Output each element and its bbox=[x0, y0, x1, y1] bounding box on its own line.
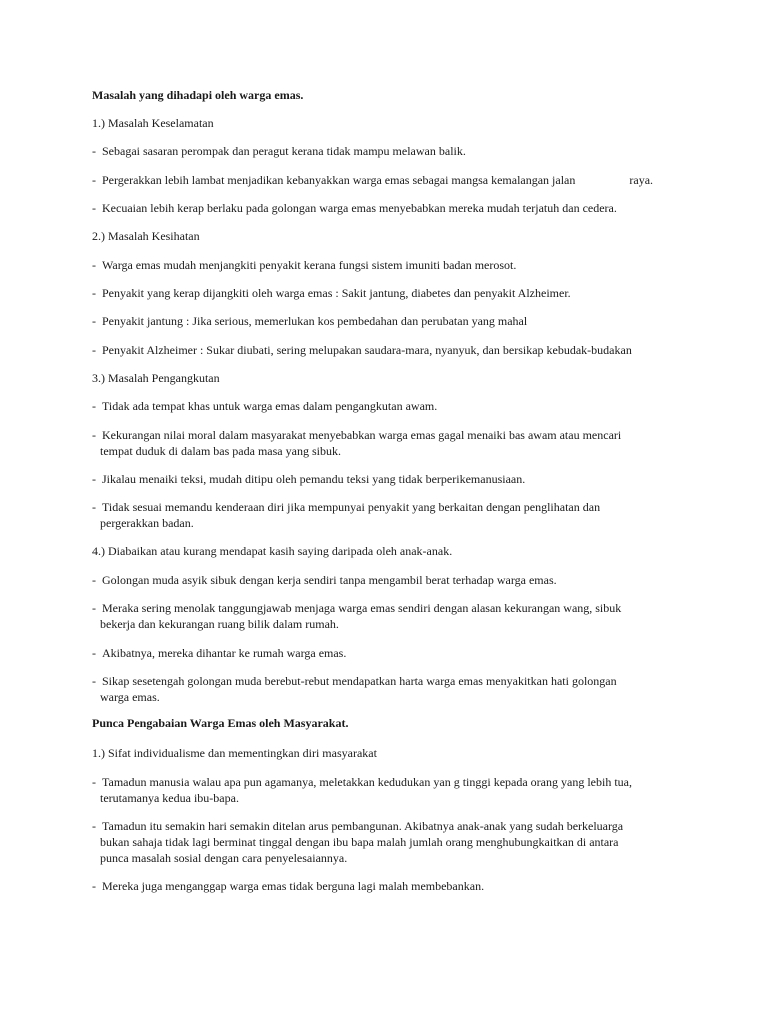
list-item-text: Akibatnya, mereka dihantar ke rumah warga emas. bbox=[102, 646, 347, 660]
list-item-text: Penyakit yang kerap dijangkiti oleh warga emas : Sakit jantung, diabetes dan penyakit Alzheimer. bbox=[102, 286, 571, 300]
list-item-text-cont: punca masalah sosial dengan cara penyelesaiannya. bbox=[100, 851, 348, 865]
list-item bbox=[92, 572, 557, 588]
list-item-text: Penyakit Alzheimer : Sukar diubati, sering melupakan saudara-mara, nyanyuk, dan bersikap kebudak-budakan bbox=[102, 343, 632, 357]
list-item bbox=[92, 499, 600, 531]
bullet-dash: - bbox=[92, 879, 96, 893]
list-item-text: Kecuaian lebih kerap berlaku pada golongan warga emas menyebabkan mereka mudah terjatuh dan cedera. bbox=[102, 201, 617, 215]
bullet-dash: - bbox=[92, 314, 96, 328]
list-item-text-cont: terutamanya kedua ibu-bapa. bbox=[100, 791, 239, 805]
list-item bbox=[92, 143, 466, 159]
list-item bbox=[92, 878, 484, 894]
bullet-dash: - bbox=[92, 573, 96, 587]
list-item-text: Tamadun itu semakin hari semakin ditelan arus pembangunan. Akibatnya anak-anak yang sudah berkeluarga bbox=[102, 819, 624, 833]
list-item-text-cont: pergerakkan badan. bbox=[100, 516, 194, 530]
list-item-text: Tidak sesuai memandu kenderaan diri jika mempunyai penyakit yang berkaitan dengan penglihatan dan bbox=[102, 500, 601, 514]
section-keselamatan: 1.) Masalah Keselamatan bbox=[92, 116, 214, 130]
list-item bbox=[92, 645, 346, 661]
list-item bbox=[92, 342, 632, 358]
list-item bbox=[92, 200, 617, 216]
list-item bbox=[92, 673, 617, 705]
list-item-text: Pergerakkan lebih lambat menjadikan kebanyakkan warga emas sebagai mangsa kemalangan jalan bbox=[102, 173, 576, 187]
section-individualisme: 1.) Sifat individualisme dan mementingkan diri masyarakat bbox=[92, 746, 377, 760]
list-item-text: Kekurangan nilai moral dalam masyarakat menyebabkan warga emas gagal menaiki bas awam atau mencari bbox=[102, 428, 622, 442]
bullet-dash: - bbox=[92, 258, 96, 272]
list-item bbox=[92, 471, 525, 487]
list-item bbox=[92, 427, 621, 459]
list-item-text-tail: raya. bbox=[629, 173, 654, 187]
heading-punca: Punca Pengabaian Warga Emas oleh Masyarakat. bbox=[92, 716, 349, 730]
bullet-dash: - bbox=[92, 343, 96, 357]
bullet-dash: - bbox=[92, 286, 96, 300]
list-item-text: Golongan muda asyik sibuk dengan kerja sendiri tanpa mengambil berat terhadap warga emas. bbox=[102, 573, 557, 587]
list-item bbox=[92, 398, 437, 414]
list-item-text: Jikalau menaiki teksi, mudah ditipu oleh pemandu teksi yang tidak berperikemanusiaan. bbox=[102, 472, 526, 486]
bullet-dash: - bbox=[92, 819, 96, 833]
bullet-dash: - bbox=[92, 144, 96, 158]
list-item-text-cont: bukan sahaja tidak lagi berminat tinggal dengan ibu bapa malah jumlah orang menghubungkaitkan di antara bbox=[100, 835, 619, 849]
bullet-dash: - bbox=[92, 601, 96, 615]
section-diabaikan: 4.) Diabaikan atau kurang mendapat kasih saying daripada oleh anak-anak. bbox=[92, 544, 453, 558]
list-item-text: Penyakit jantung : Jika serious, memerlukan kos pembedahan dan perubatan yang mahal bbox=[102, 314, 528, 328]
list-item-text-cont: tempat duduk di dalam bas pada masa yang sibuk. bbox=[100, 444, 341, 458]
list-item bbox=[92, 313, 527, 329]
list-item-text: Sikap sesetengah golongan muda berebut-rebut mendapatkan harta warga emas menyakitkan hati golongan bbox=[102, 674, 617, 688]
list-item-text: Sebagai sasaran perompak dan peragut kerana tidak mampu melawan balik. bbox=[102, 144, 466, 158]
list-item bbox=[92, 257, 516, 273]
section-pengangkutan: 3.) Masalah Pengangkutan bbox=[92, 371, 220, 385]
bullet-dash: - bbox=[92, 674, 96, 688]
list-item-text: Tidak ada tempat khas untuk warga emas dalam pengangkutan awam. bbox=[102, 399, 438, 413]
list-item-text-wrap bbox=[100, 172, 653, 188]
section-kesihatan: 2.) Masalah Kesihatan bbox=[92, 229, 200, 243]
list-item-text-cont: warga emas. bbox=[100, 690, 160, 704]
bullet-dash: - bbox=[92, 775, 96, 789]
bullet-dash: - bbox=[92, 500, 96, 514]
bullet-dash: - bbox=[92, 399, 96, 413]
list-item bbox=[92, 285, 571, 301]
list-item-text: Warga emas mudah menjangkiti penyakit kerana fungsi sistem imuniti badan merosot. bbox=[102, 258, 517, 272]
bullet-dash: - bbox=[92, 472, 96, 486]
bullet-dash: - bbox=[92, 173, 96, 187]
bullet-dash: - bbox=[92, 428, 96, 442]
list-item-text: Tamadun manusia walau apa pun agamanya, meletakkan kedudukan yan g tinggi kepada orang yang lebih tua, bbox=[102, 775, 632, 789]
heading-masalah: Masalah yang dihadapi oleh warga emas. bbox=[92, 88, 304, 102]
list-item-text: Mereka juga menganggap warga emas tidak berguna lagi malah membebankan. bbox=[102, 879, 485, 893]
bullet-dash: - bbox=[92, 646, 96, 660]
list-item-text-cont: bekerja dan kekurangan ruang bilik dalam rumah. bbox=[100, 617, 339, 631]
bullet-dash: - bbox=[92, 201, 96, 215]
list-item-text: Meraka sering menolak tanggungjawab menjaga warga emas sendiri dengan alasan kekurangan wang, sibuk bbox=[102, 601, 622, 615]
list-item bbox=[92, 600, 621, 632]
list-item bbox=[92, 172, 653, 188]
list-item bbox=[92, 774, 632, 806]
list-item bbox=[92, 818, 623, 866]
